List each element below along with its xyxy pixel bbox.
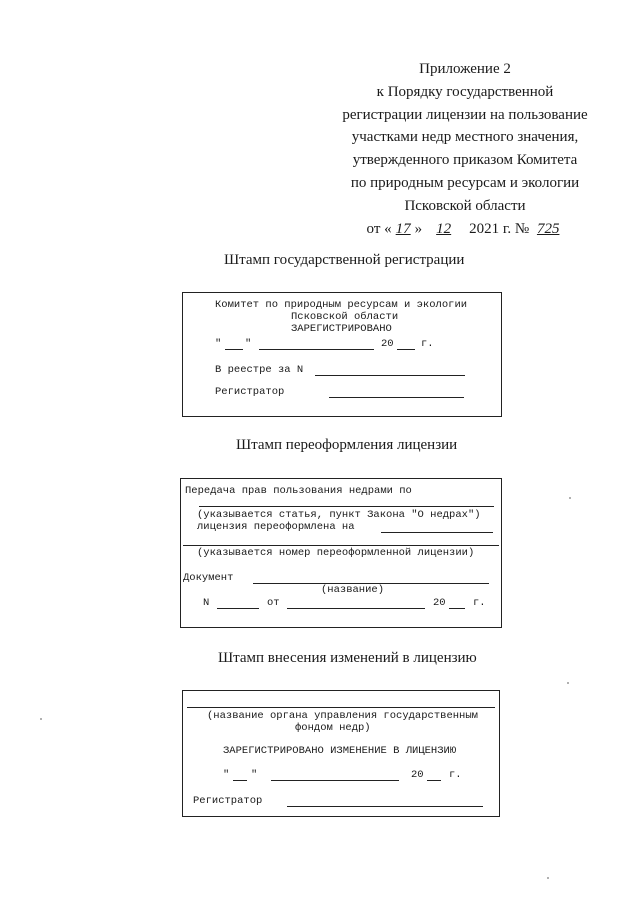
- registry-number-blank: [315, 375, 465, 376]
- header-line: утвержденного приказом Комитета: [352, 152, 578, 169]
- registrar-label: Регистратор: [193, 795, 263, 807]
- license-number-hint: (указывается номер переоформленной лицензии): [197, 547, 475, 559]
- registrar-signature-blank: [329, 397, 464, 398]
- registered-label: ЗАРЕГИСТРИРОВАНО: [291, 323, 392, 335]
- year-suffix: г.: [449, 769, 462, 781]
- year-label: 20: [433, 597, 446, 609]
- appendix-header: [330, 58, 600, 240]
- authority-hint-line1: (название органа управления государственным: [207, 710, 478, 722]
- transfer-rights-label: Передача прав пользования недрами по: [185, 485, 412, 497]
- handwritten-doc-number: 725: [536, 220, 560, 237]
- stamp3-title: Штамп внесения изменений в лицензию: [218, 650, 477, 666]
- year-blank: [397, 349, 415, 350]
- handwritten-day: 17: [395, 220, 411, 237]
- article-hint: (указывается статья, пункт Закона "О недрах"): [197, 509, 481, 521]
- year-blank: [449, 608, 465, 609]
- reissued-label: лицензия переоформлена на: [197, 521, 355, 533]
- day-blank: [225, 349, 243, 350]
- scan-speck: [547, 877, 549, 879]
- handwritten-month: 12: [436, 220, 452, 237]
- scan-speck: [569, 497, 571, 499]
- document-label: Документ: [183, 572, 234, 584]
- article-blank: [199, 506, 494, 507]
- stamp1-title: Штамп государственной регистрации: [224, 252, 465, 268]
- header-line: по природным ресурсам и экологии: [350, 174, 580, 191]
- order-date-line: [330, 218, 600, 241]
- authority-name-blank: [187, 707, 495, 708]
- year-suffix: г.: [421, 338, 434, 350]
- registration-stamp-box: [182, 292, 502, 417]
- date-quote-open: ": [223, 769, 230, 781]
- reissued-blank: [381, 532, 493, 533]
- date-mid: »: [414, 220, 423, 237]
- number-label: N: [203, 597, 210, 609]
- date-prefix: от «: [366, 220, 392, 237]
- scan-speck: [567, 682, 569, 684]
- year-blank: [427, 780, 441, 781]
- header-line: участками недр местного значения,: [351, 129, 579, 146]
- stamp2-title: Штамп переоформления лицензии: [236, 437, 458, 453]
- registrar-signature-blank: [287, 806, 483, 807]
- scan-speck: [40, 718, 42, 720]
- license-number-blank: [183, 545, 499, 546]
- document-name-hint: (название): [321, 584, 385, 596]
- region-name: Псковской области: [291, 311, 399, 323]
- committee-name: Комитет по природным ресурсам и экологии: [215, 299, 468, 311]
- appendix-title: Приложение 2: [419, 61, 511, 77]
- day-blank: [233, 780, 247, 781]
- year-label: 20: [411, 769, 424, 781]
- header-line: Псковской области: [404, 197, 526, 214]
- date-quote-open: ": [215, 338, 222, 350]
- registry-label: В реестре за N: [215, 364, 304, 376]
- month-blank: [259, 349, 374, 350]
- date-year: 2021 г. №: [469, 220, 530, 237]
- year-suffix: г.: [473, 597, 486, 609]
- registered-change-label: ЗАРЕГИСТРИРОВАНО ИЗМЕНЕНИЕ В ЛИЦЕНЗИЮ: [223, 745, 457, 757]
- date-blank: [287, 608, 425, 609]
- reissue-stamp-box: [180, 478, 502, 628]
- amendment-stamp-box: [182, 690, 500, 817]
- registrar-label: Регистратор: [215, 386, 285, 398]
- month-blank: [271, 780, 399, 781]
- from-label: от: [267, 597, 280, 609]
- date-quote-close: ": [245, 338, 252, 350]
- year-label: 20: [381, 338, 394, 350]
- authority-hint-line2: фондом недр): [295, 722, 371, 734]
- number-blank: [217, 608, 259, 609]
- header-line: регистрации лицензии на пользование: [342, 106, 588, 123]
- date-quote-close: ": [251, 769, 258, 781]
- header-line: к Порядку государственной: [376, 83, 554, 100]
